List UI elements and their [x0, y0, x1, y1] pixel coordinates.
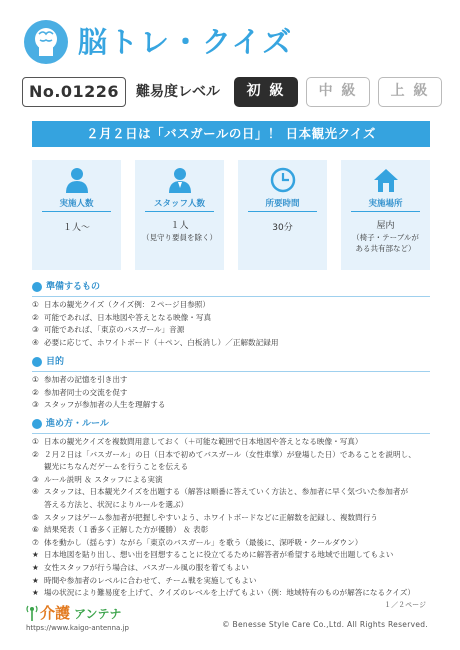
level-advanced-badge: 上 級: [378, 77, 442, 107]
footer-url-link[interactable]: https://www.kaigo-antenna.jp: [26, 624, 129, 632]
person-icon: [32, 166, 121, 194]
purpose-list: [32, 374, 430, 412]
clock-icon: [238, 166, 327, 194]
divider: [32, 296, 430, 297]
bullet-dot-icon: [32, 419, 42, 429]
card-location: [341, 160, 430, 270]
section-prep-header: [32, 280, 430, 294]
card-label: 実施場所: [368, 199, 403, 209]
list-item: ★ 日本地図を貼り出し、想い出を回想することに役立てるために解答者が希望する地域で出題してもよい: [32, 550, 394, 560]
divider: [32, 433, 430, 434]
list-item: ⑦ 体を動かし（揺らす）ながら「東京のバスガール」を歌う（最後に、深呼吸・クールダウン）: [32, 537, 363, 547]
divider: [145, 211, 214, 212]
list-item: ① 参加者の記憶を引き出す: [32, 375, 128, 384]
card-subtext: （見守り要員を除く）: [142, 233, 217, 242]
list-item: ① 日本の観光クイズを複数問用意しておく（＋可能な範囲で日本地図や答えとなる映像・写真）: [32, 437, 363, 446]
list-item: ★ 場の状況により難易度を上げて、クイズのレベルを上げてもよい（例：地域特有のものが解答になるクイズ）: [32, 588, 416, 598]
copyright-text: © Benesse Style Care Co.,Ltd. All Rights Reserved.: [222, 620, 428, 629]
list-item: ② ２月２日は「バスガール」の日（日本で初めてバスガール（女性車掌）が登場した日）であることを説明し、 観光にちなんだゲームを行うことを伝える: [32, 449, 416, 472]
section-title: 目的: [46, 357, 65, 367]
card-subtext: ある共有部など）: [355, 244, 416, 253]
divider: [248, 211, 317, 212]
divider: [32, 371, 430, 372]
brain-icon: [24, 20, 68, 64]
divider: [351, 211, 420, 212]
list-item: ⑤ スタッフはゲーム参加者が把握しやすいよう、ホワイトボードなどに正解数を記録し、複数問行う: [32, 512, 378, 522]
card-duration: [238, 160, 327, 270]
level-intermediate-badge: 中 級: [306, 77, 370, 107]
card-label: 所要時間: [265, 199, 300, 209]
issue-number: No.01226: [22, 77, 126, 107]
prep-list: [32, 299, 430, 349]
level-label: 難易度レベル: [136, 84, 220, 100]
section-title: 進め方・ルール: [46, 419, 109, 429]
card-value: １人〜: [62, 223, 90, 233]
meta-row: [22, 77, 442, 107]
list-item: ② 可能であれば、日本地図や答えとなる映像・写真: [32, 312, 212, 322]
card-value: 屋内 （椅子・テーブルが ある共有部など）: [341, 220, 430, 254]
section-title: 準備するもの: [46, 282, 101, 292]
list-item: ⑥ 結果発表（１番多く正解した方が優勝） ＆ 表彰: [32, 525, 209, 535]
bullet-dot-icon: [32, 282, 42, 292]
card-staff: [135, 160, 224, 270]
bullet-dot-icon: [32, 357, 42, 367]
section-purpose-header: [32, 355, 430, 369]
brand-antenna: アンテナ: [74, 607, 122, 621]
list-item: ④ 必要に応じて、ホワイトボード（＋ペン、白板消し）／正解数記録用: [32, 337, 279, 347]
staff-icon: [135, 166, 224, 194]
card-label: 実施人数: [59, 199, 94, 209]
card-participants: [32, 160, 121, 270]
section-rules-header: [32, 417, 430, 431]
list-item: ④ スタッフは、日本観光クイズを出題する（解答は順番に答えていく方法と、参加者に早く気づいた参加者が 答える方法と、状況によりルールを選ぶ）: [32, 487, 409, 509]
list-item: ③ ルール説明 ＆ スタッフによる実演: [32, 474, 163, 484]
quiz-title-banner: ２月２日は「バスガールの日」！ 日本観光クイズ: [32, 121, 430, 147]
card-subtext: （椅子・テーブルが: [352, 233, 419, 242]
page-number: １／２ページ: [384, 601, 426, 609]
kaigo-antenna-logo: [26, 602, 186, 638]
card-label: スタッフ人数: [153, 199, 205, 209]
list-item: ② 参加者同士の交流を促す: [32, 387, 128, 397]
header-logo: [24, 20, 444, 64]
antenna-icon: [26, 604, 38, 626]
list-item: ③ 可能であれば、「東京のバスガール」音源: [32, 325, 185, 335]
house-icon: [341, 166, 430, 194]
info-cards: [32, 160, 430, 270]
list-item: ★ 女性スタッフが行う場合は、バスガール風の服を着てもよい: [32, 562, 249, 572]
brand-kai: 介護: [40, 604, 71, 622]
list-item: ① 日本の観光クイズ（クイズ例：２ページ目参照）: [32, 300, 210, 309]
card-value: １人 （見守り要員を除く）: [135, 220, 224, 243]
page-title: 脳トレ・クイズ: [78, 25, 294, 59]
card-value: 30分: [272, 223, 293, 233]
divider: [42, 211, 111, 212]
list-item: ★ 時間や参加者のレベルに合わせて、チーム戦を実施してもよい: [32, 575, 257, 585]
rules-list: [32, 436, 430, 600]
level-beginner-badge: 初 級: [234, 77, 298, 107]
list-item: ③ スタッフが参加者の人生を理解する: [32, 400, 166, 410]
